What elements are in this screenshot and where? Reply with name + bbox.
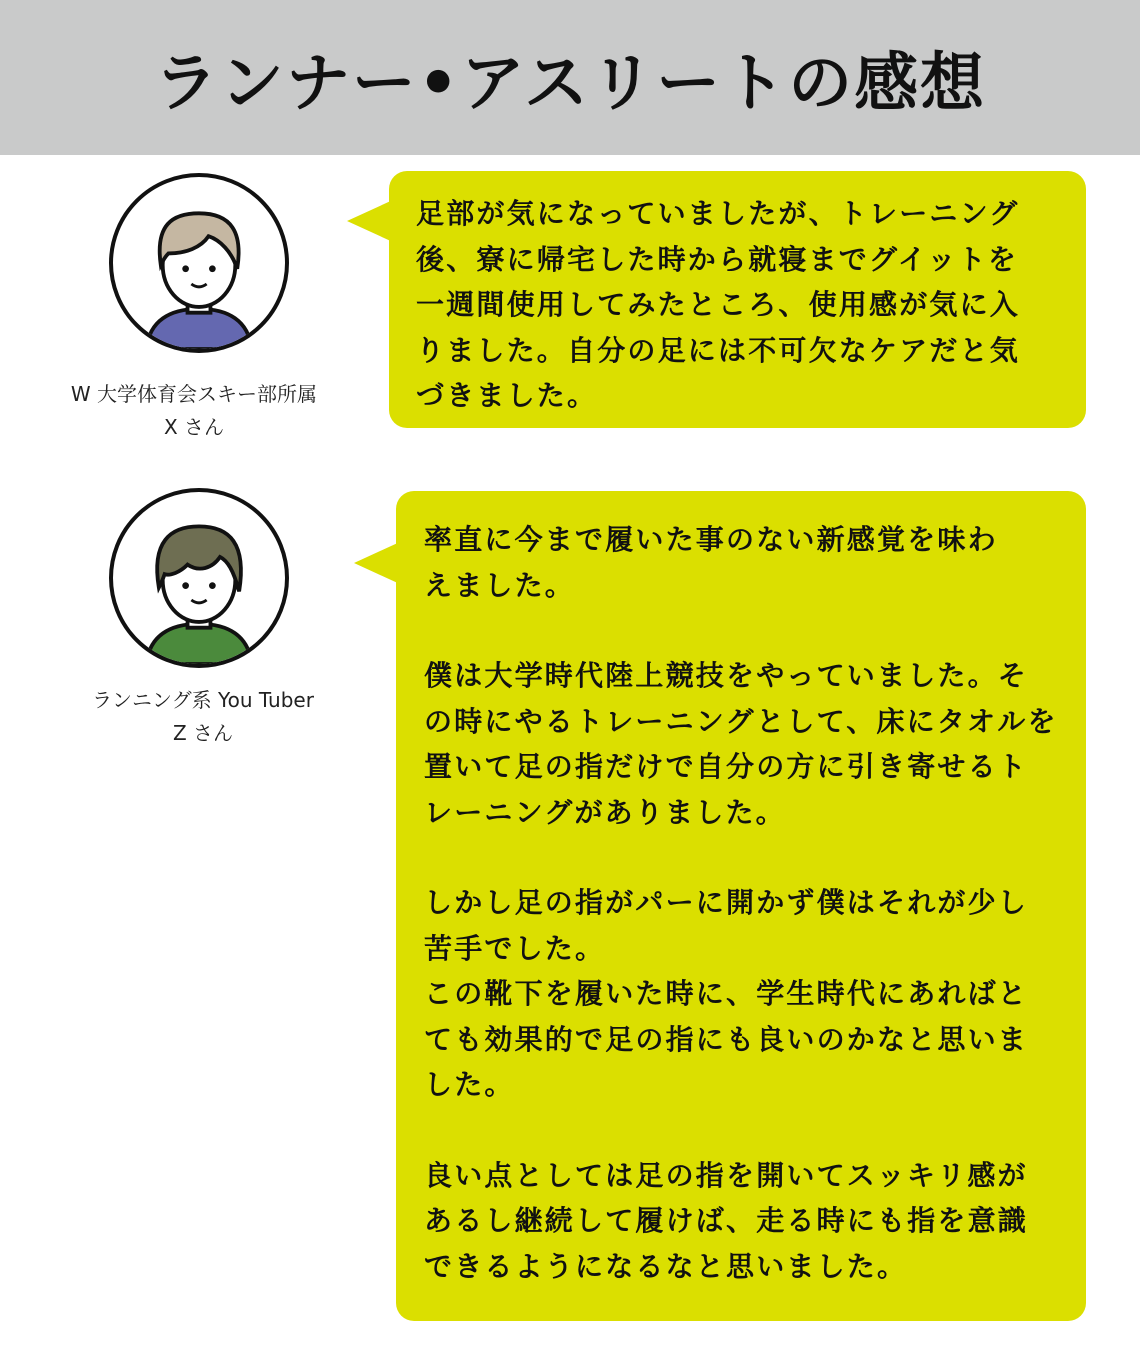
comment-line: しかし足の指がパーに開かず僕はそれが少し [424,886,1029,919]
speech-bubble [389,171,1086,428]
page-header [0,0,1140,155]
comment-line: 良い点としては足の指を開いてスッキリ感が [424,1158,1028,1192]
comment-line: した。 [424,1068,515,1101]
reviewer-caption [53,684,353,750]
reviewer-caption [44,378,344,444]
comment-line: えました。 [424,568,576,602]
comment-line: ても効果的で足の指にも良いのかなと思いま [424,1022,1029,1056]
comment-line: 一週間使用してみたところ、使用感が気に入 [416,288,1021,321]
comment-line: 足部が気になっていましたが、トレーニング [416,197,1020,230]
reviewer-affiliation: ランニング系 You Tuber [92,688,314,712]
comment-line: レーニングがありました。 [424,795,786,829]
comment-line: づきました。 [416,379,598,412]
comment-line: できるようになるなと思いました。 [424,1249,908,1283]
comment-line: 率直に今まで履いた事のない新感覚を味わ [424,523,998,556]
person-avatar-icon [109,488,289,668]
comment-line: あるし継続して履けば、走る時にも指を意識 [424,1204,1029,1237]
comment-line: この靴下を履いた時に、学生時代にあればと [424,977,1029,1010]
comment-line: 苦手でした。 [424,931,606,965]
reviewer-name: X さん [163,415,225,439]
bubble-tail [354,541,402,585]
speech-bubble [396,491,1086,1321]
comment-line: の時にやるトレーニングとして、床にタオルを [424,704,1058,738]
reviewer-name: Z さん [172,721,234,745]
comment-line: 僕は大学時代陸上競技をやっていました。そ [424,659,1029,692]
comment-line: 後、寮に帰宅した時から就寝までグイットを [416,242,1019,276]
bubble-tail [347,199,395,243]
comment-line: 置いて足の指だけで自分の方に引き寄せるト [424,750,1029,783]
comment-line: りました。自分の足には不可欠なケアだと気 [416,333,1021,367]
page-title: ランナー•アスリートの感想 [153,46,987,121]
reviewer-affiliation: W 大学体育会スキー部所属 [70,382,318,406]
person-avatar-icon [109,173,289,353]
